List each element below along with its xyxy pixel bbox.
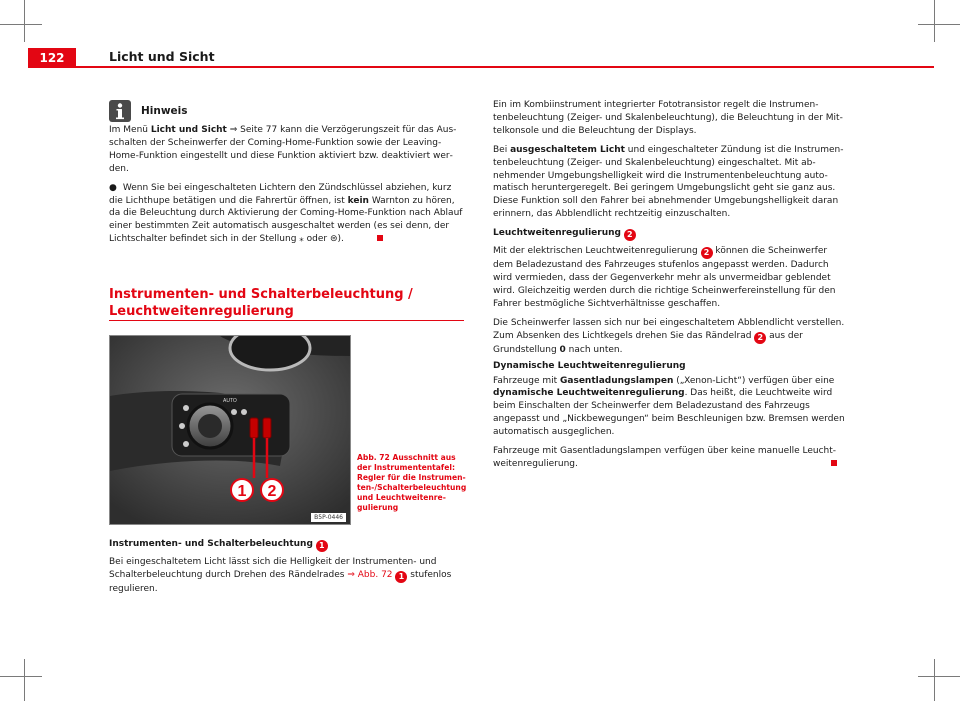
- figure-caption: Abb. 72 Ausschnitt aus der Instrumententafel: Regler für die Instrumenten-/Schalterbeleuchtung und Leuchtweitenregulierung: [357, 453, 467, 512]
- dashboard-figure: [109, 335, 351, 525]
- marker-1: 1: [395, 571, 407, 583]
- header-rule: [76, 66, 934, 68]
- crop-mark: [934, 659, 935, 701]
- note-bullet: ● Wenn Sie bei eingeschalteten Lichtern den Zündschlüssel abziehen, kurz die Lichthupe betätigen und die Fahrertür öffnen, ist kein Warnton zu hören, da die Beleuchtung durch Aktivierung der Coming-Home-Funktion nach Ablauf einer bestimmten Zeit automatisch ausgeschaltet werden (es sei denn, der Lichtschalter befindet sich in der Stellung ⁎ oder ⊜).: [109, 182, 463, 245]
- figure-code: B5P-0446: [311, 513, 346, 522]
- right-column: [493, 99, 848, 477]
- note-box: [109, 100, 464, 252]
- paragraph: Bei eingeschaltetem Licht lässt sich die Helligkeit der Instrumenten- und Schalterbeleuchtung durch Drehen des Rändelrades ⇒ Abb. 72 1 stufenlos regulieren.: [109, 557, 452, 594]
- marker-1: 1: [316, 540, 328, 552]
- crop-mark: [0, 676, 42, 677]
- section-heading: Instrumenten- und Schalterbeleuchtung / Leuchtweitenregulierung: [109, 287, 413, 319]
- paragraph: Ein im Kombiinstrument integrierter Fototransistor regelt die Instrumentenbeleuchtung (Zeiger- und Skalenbeleuchtung), die Beleuchtung in der Mittelkonsole und die Beleuchtung der Displays.: [493, 100, 843, 136]
- paragraph: Fahrzeuge mit Gasentladungslampen verfügen über keine manuelle Leuchtweitenregulierung.: [493, 446, 837, 469]
- end-marker: [377, 235, 383, 241]
- crop-mark: [24, 659, 25, 701]
- note-title: Hinweis: [141, 104, 188, 117]
- figure-label-2: 2: [267, 483, 277, 500]
- crop-mark: [918, 24, 960, 25]
- subheading: Dynamische Leuchtweitenregulierung: [493, 360, 686, 371]
- dashboard-illustration: [110, 336, 350, 524]
- end-marker: [831, 460, 837, 466]
- figure-reference-link[interactable]: ⇒ Abb. 72: [347, 569, 393, 580]
- lower-left-section: [109, 538, 464, 602]
- crop-mark: [24, 0, 25, 42]
- crop-mark: [934, 0, 935, 42]
- marker-2: 2: [624, 229, 636, 241]
- paragraph: Mit der elektrischen Leuchtweitenregulierung 2 können die Scheinwerfer dem Beladezustand des Fahrzeuges stufenlos angepasst werden. Dadurch wird vermieden, dass der Gegenverkehr mehr als unvermeidbar geblendet wird. Gleichzeitig werden durch die richtige Scheinwerfereinstellung für den Fahrer bestmögliche Sichtverhältnisse geschaffen.: [493, 246, 836, 309]
- crop-mark: [0, 24, 42, 25]
- subheading: Leuchtweitenregulierung: [493, 228, 621, 239]
- figure-label-1: 1: [237, 483, 247, 500]
- marker-2: 2: [754, 332, 766, 344]
- marker-2: 2: [701, 247, 713, 259]
- note-paragraph: Im Menü Licht und Sicht ⇒ Seite 77 kann die Verzögerungszeit für das Ausschalten der Scheinwerfer der Coming-Home-Funktion sowie der Leaving-Home-Funktion eingestellt und diese Funktion aktiviert bzw. deaktiviert werden.: [109, 125, 457, 174]
- info-icon: [109, 100, 131, 122]
- page-number: 122: [39, 51, 65, 65]
- crop-mark: [918, 676, 960, 677]
- paragraph: Die Scheinwerfer lassen sich nur bei eingeschaltetem Abblendlicht verstellen. Zum Absenken des Lichtkegels drehen Sie das Rändelrad 2 aus der Grundstellung 0 nach unten.: [493, 317, 845, 355]
- subheading: Instrumenten- und Schalterbeleuchtung: [109, 539, 313, 549]
- paragraph: Fahrzeuge mit Gasentladungslampen („Xenon-Licht“) verfügen über eine dynamische Leuchtweitenregulierung. Das heißt, die Leuchtweite wird beim Einschalten der Scheinwerfer dem Beladezustand des Fahrzeugs angepasst und „Nickbewegungen“ beim Beschleunigen bzw. Bremsen werden automatisch ausgeglichen.: [493, 375, 845, 438]
- section-rule: [109, 320, 464, 321]
- paragraph: Bei ausgeschaltetem Licht und eingeschalteter Zündung ist die Instrumentenbeleuchtung (Zeiger- und Skalenbeleuchtung) eingeschaltet. Mit abnehmender Umgebungshelligkeit wird die Instrumentenbeleuchtung automatisch heruntergeregelt. Bei geringem Umgebungslicht geht sie ganz aus. Diese Funktion soll den Fahrer bei abnehmender Umgebungshelligkeit daran erinnern, das Abblendlicht rechtzeitig einzuschalten.: [493, 144, 844, 220]
- svg-text:AUTO: AUTO: [223, 398, 237, 404]
- page-title: Licht und Sicht: [109, 49, 215, 64]
- menu-reference: Licht und Sicht: [150, 125, 227, 135]
